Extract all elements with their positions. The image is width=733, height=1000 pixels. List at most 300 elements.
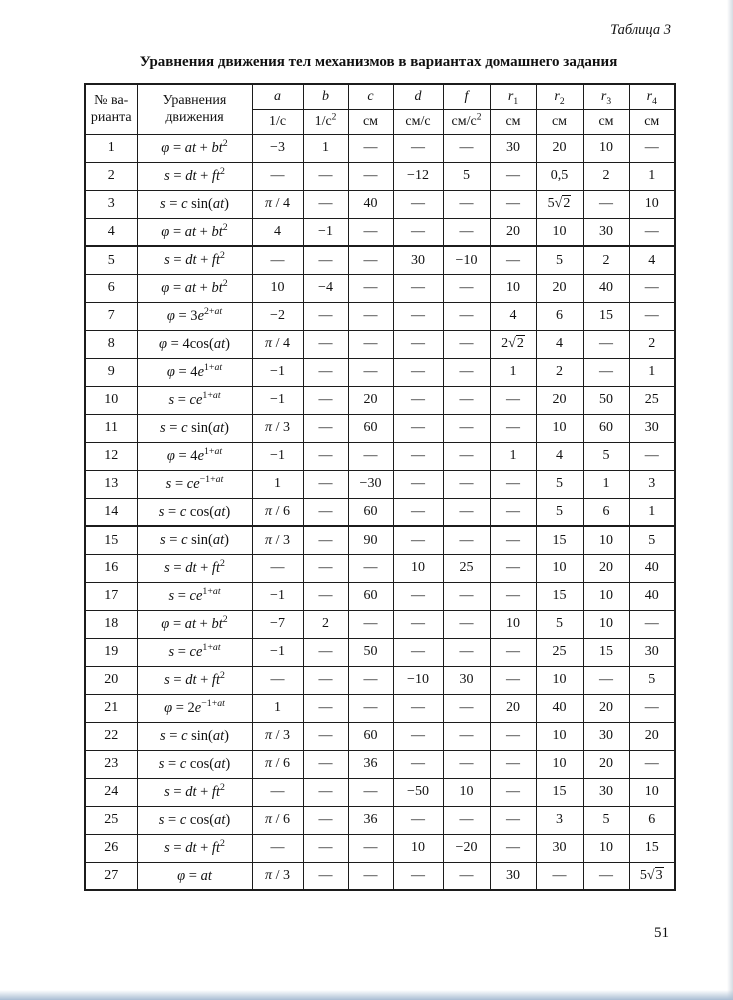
equation-cell: $s = ce^{1+at}$ xyxy=(137,386,252,414)
value-cell: 25 xyxy=(629,386,675,414)
value-cell: −1 xyxy=(252,582,303,610)
equation-cell: s = c cos(at) xyxy=(137,750,252,778)
variant-number: 18 xyxy=(85,610,137,638)
value-cell: — xyxy=(443,330,490,358)
value-cell: — xyxy=(303,470,348,498)
variant-number: 12 xyxy=(85,442,137,470)
value-cell: π / 3 xyxy=(252,526,303,554)
variant-number: 7 xyxy=(85,302,137,330)
equation-cell: $s = ce^{1+at}$ xyxy=(137,638,252,666)
value-cell: 40 xyxy=(583,274,629,302)
value-cell: 1 xyxy=(583,470,629,498)
value-cell: — xyxy=(490,750,536,778)
value-cell: 60 xyxy=(348,414,393,442)
value-cell: — xyxy=(443,694,490,722)
value-cell: 4 xyxy=(252,218,303,246)
value-cell: 20 xyxy=(583,554,629,582)
value-cell: — xyxy=(583,862,629,890)
value-cell: — xyxy=(303,498,348,526)
value-cell: 1 xyxy=(490,442,536,470)
value-cell: 30 xyxy=(583,218,629,246)
column-header-r1: $r_1$ xyxy=(490,84,536,109)
value-cell: — xyxy=(443,498,490,526)
value-cell: — xyxy=(303,806,348,834)
variant-number: 8 xyxy=(85,330,137,358)
value-cell: — xyxy=(303,414,348,442)
value-cell: 30 xyxy=(629,638,675,666)
table-row xyxy=(85,218,675,246)
value-cell: 40 xyxy=(348,190,393,218)
variant-number: 14 xyxy=(85,498,137,526)
value-cell: — xyxy=(393,638,443,666)
variant-number: 6 xyxy=(85,274,137,302)
table-row xyxy=(85,834,675,862)
value-cell: 20 xyxy=(583,694,629,722)
value-cell: 2√2 xyxy=(490,330,536,358)
value-cell: — xyxy=(303,778,348,806)
value-cell: — xyxy=(393,610,443,638)
value-cell: 30 xyxy=(629,414,675,442)
value-cell: 30 xyxy=(490,862,536,890)
variants-table xyxy=(84,83,676,891)
value-cell: — xyxy=(303,554,348,582)
equation-cell: $\varphi = 4e^{1+at}$ xyxy=(137,442,252,470)
value-cell: — xyxy=(303,666,348,694)
value-cell: −1 xyxy=(252,386,303,414)
equation-cell: s = dt + $ft^2$ xyxy=(137,834,252,862)
value-cell: 10 xyxy=(393,834,443,862)
column-header-r3: $r_3$ xyxy=(583,84,629,109)
value-cell: −2 xyxy=(252,302,303,330)
column-header-eq: Уравнения движения xyxy=(137,84,252,134)
value-cell: — xyxy=(393,750,443,778)
variant-number: 26 xyxy=(85,834,137,862)
value-cell: — xyxy=(629,302,675,330)
header-row-labels xyxy=(85,84,675,109)
column-unit-c: см xyxy=(348,109,393,134)
value-cell: 15 xyxy=(583,302,629,330)
value-cell: 1 xyxy=(252,694,303,722)
value-cell: 60 xyxy=(348,722,393,750)
value-cell: π / 6 xyxy=(252,498,303,526)
value-cell: — xyxy=(393,134,443,162)
value-cell: — xyxy=(629,610,675,638)
variant-number: 23 xyxy=(85,750,137,778)
value-cell: 5 xyxy=(583,806,629,834)
value-cell: — xyxy=(393,722,443,750)
sqrt-expression: √3 xyxy=(646,868,663,883)
variant-number: 15 xyxy=(85,526,137,554)
value-cell: π / 6 xyxy=(252,750,303,778)
value-cell: — xyxy=(490,162,536,190)
value-cell: — xyxy=(348,778,393,806)
value-cell: — xyxy=(348,246,393,274)
value-cell: — xyxy=(303,750,348,778)
equation-cell: φ = at + $bt^2$ xyxy=(137,134,252,162)
value-cell: 1 xyxy=(629,358,675,386)
value-cell: 36 xyxy=(348,750,393,778)
value-cell: — xyxy=(348,554,393,582)
value-cell: 2 xyxy=(583,246,629,274)
value-cell: 20 xyxy=(536,386,583,414)
table-row xyxy=(85,414,675,442)
column-header-c: c xyxy=(348,84,393,109)
value-cell: 1 xyxy=(629,162,675,190)
variant-number: 10 xyxy=(85,386,137,414)
scan-edge-bottom xyxy=(0,990,733,1000)
equation-cell: s = c sin(at) xyxy=(137,526,252,554)
table-row xyxy=(85,638,675,666)
value-cell: 10 xyxy=(443,778,490,806)
value-cell: — xyxy=(252,834,303,862)
value-cell: — xyxy=(490,190,536,218)
equation-cell: $s = ce^{1+at}$ xyxy=(137,582,252,610)
value-cell: — xyxy=(629,750,675,778)
table-caption: Таблица 3 xyxy=(610,22,671,38)
value-cell: — xyxy=(443,358,490,386)
value-cell: — xyxy=(252,554,303,582)
value-cell: −7 xyxy=(252,610,303,638)
value-cell: — xyxy=(303,246,348,274)
value-cell: — xyxy=(252,666,303,694)
value-cell: 0,5 xyxy=(536,162,583,190)
value-cell: — xyxy=(443,386,490,414)
equation-cell: φ = at + $bt^2$ xyxy=(137,274,252,302)
scan-edge-right xyxy=(727,0,733,1000)
value-cell: 25 xyxy=(536,638,583,666)
value-cell: 5 xyxy=(629,666,675,694)
column-unit-b: $1/с^2$ xyxy=(303,109,348,134)
value-cell: 2 xyxy=(536,358,583,386)
equation-cell: s = dt + $ft^2$ xyxy=(137,778,252,806)
value-cell: — xyxy=(629,694,675,722)
value-cell: 20 xyxy=(348,386,393,414)
value-cell: — xyxy=(348,442,393,470)
value-cell: — xyxy=(348,862,393,890)
value-cell: −4 xyxy=(303,274,348,302)
value-cell: — xyxy=(629,134,675,162)
value-cell: — xyxy=(393,694,443,722)
value-cell: — xyxy=(490,638,536,666)
value-cell: 20 xyxy=(490,218,536,246)
value-cell: 10 xyxy=(583,526,629,554)
sqrt-expression: √2 xyxy=(554,196,571,212)
value-cell: — xyxy=(393,582,443,610)
equation-cell: s = c cos(at) xyxy=(137,806,252,834)
value-cell: — xyxy=(303,162,348,190)
value-cell: 40 xyxy=(629,554,675,582)
table-row xyxy=(85,582,675,610)
value-cell: 10 xyxy=(583,834,629,862)
value-cell: — xyxy=(443,414,490,442)
value-cell: — xyxy=(252,162,303,190)
variant-number: 16 xyxy=(85,554,137,582)
table-row xyxy=(85,610,675,638)
column-header-d: d xyxy=(393,84,443,109)
table-row xyxy=(85,554,675,582)
table-row xyxy=(85,470,675,498)
variant-number: 9 xyxy=(85,358,137,386)
equation-cell: $\varphi = 3e^{2+at}$ xyxy=(137,302,252,330)
equation-cell: φ = 4cos(at) xyxy=(137,330,252,358)
value-cell: — xyxy=(443,274,490,302)
value-cell: −10 xyxy=(393,666,443,694)
table-row xyxy=(85,498,675,526)
value-cell: 30 xyxy=(393,246,443,274)
value-cell: — xyxy=(348,666,393,694)
value-cell: 30 xyxy=(490,134,536,162)
value-cell: — xyxy=(393,470,443,498)
value-cell: — xyxy=(303,834,348,862)
value-cell: — xyxy=(490,778,536,806)
value-cell: — xyxy=(393,274,443,302)
value-cell: — xyxy=(393,526,443,554)
value-cell: 10 xyxy=(583,582,629,610)
variant-number: 27 xyxy=(85,862,137,890)
variant-number: 17 xyxy=(85,582,137,610)
value-cell: π / 4 xyxy=(252,190,303,218)
value-cell: 15 xyxy=(536,526,583,554)
table-row xyxy=(85,246,675,274)
value-cell: — xyxy=(393,330,443,358)
value-cell: — xyxy=(348,694,393,722)
value-cell: −12 xyxy=(393,162,443,190)
value-cell: 10 xyxy=(536,666,583,694)
value-cell: — xyxy=(393,498,443,526)
value-cell: — xyxy=(490,666,536,694)
value-cell: 6 xyxy=(629,806,675,834)
value-cell: 40 xyxy=(629,582,675,610)
equation-cell: $\varphi = 2e^{-1+at}$ xyxy=(137,694,252,722)
value-cell: — xyxy=(443,302,490,330)
value-cell: — xyxy=(348,134,393,162)
value-cell: — xyxy=(443,442,490,470)
value-cell: −1 xyxy=(252,442,303,470)
value-cell: 10 xyxy=(536,218,583,246)
value-cell: −1 xyxy=(303,218,348,246)
value-cell: — xyxy=(443,722,490,750)
value-cell: — xyxy=(303,722,348,750)
value-cell: 10 xyxy=(536,722,583,750)
value-cell: 10 xyxy=(629,190,675,218)
value-cell: — xyxy=(629,274,675,302)
value-cell: 60 xyxy=(348,498,393,526)
value-cell: −20 xyxy=(443,834,490,862)
value-cell: — xyxy=(490,806,536,834)
table-row xyxy=(85,358,675,386)
value-cell: 4 xyxy=(536,330,583,358)
value-cell: 15 xyxy=(536,778,583,806)
variant-number: 24 xyxy=(85,778,137,806)
value-cell: 5 xyxy=(629,526,675,554)
value-cell: 1 xyxy=(252,470,303,498)
value-cell: −3 xyxy=(252,134,303,162)
table-title: Уравнения движения тел механизмов в вариантах домашнего задания xyxy=(139,54,618,70)
equation-cell: φ = at xyxy=(137,862,252,890)
equation-cell: $\varphi = 4e^{1+at}$ xyxy=(137,358,252,386)
value-cell: — xyxy=(303,442,348,470)
value-cell: — xyxy=(393,218,443,246)
value-cell: π / 3 xyxy=(252,862,303,890)
value-cell: — xyxy=(348,358,393,386)
value-cell: 50 xyxy=(583,386,629,414)
sqrt-expression: √2 xyxy=(508,336,524,352)
value-cell: — xyxy=(303,862,348,890)
value-cell: — xyxy=(393,442,443,470)
value-cell: 30 xyxy=(583,778,629,806)
value-cell: — xyxy=(443,750,490,778)
value-cell: — xyxy=(490,246,536,274)
value-cell: 10 xyxy=(536,554,583,582)
value-cell: π / 3 xyxy=(252,722,303,750)
value-cell: — xyxy=(583,358,629,386)
value-cell: — xyxy=(252,778,303,806)
value-cell: — xyxy=(629,442,675,470)
table-body xyxy=(85,134,675,890)
value-cell: 10 xyxy=(583,134,629,162)
value-cell: 15 xyxy=(629,834,675,862)
value-cell: — xyxy=(303,302,348,330)
value-cell: 4 xyxy=(536,442,583,470)
variant-number: 2 xyxy=(85,162,137,190)
value-cell: 5 xyxy=(583,442,629,470)
value-cell: 40 xyxy=(536,694,583,722)
variant-number: 3 xyxy=(85,190,137,218)
value-cell: 2 xyxy=(629,330,675,358)
variant-number: 20 xyxy=(85,666,137,694)
value-cell: 3 xyxy=(536,806,583,834)
value-cell: — xyxy=(443,610,490,638)
value-cell: 20 xyxy=(629,722,675,750)
document-page xyxy=(84,22,673,891)
value-cell: 36 xyxy=(348,806,393,834)
table-row xyxy=(85,778,675,806)
column-header-a: a xyxy=(252,84,303,109)
value-cell: 6 xyxy=(583,498,629,526)
value-cell: 10 xyxy=(583,610,629,638)
variant-number: 25 xyxy=(85,806,137,834)
table-row xyxy=(85,722,675,750)
value-cell: 30 xyxy=(536,834,583,862)
value-cell: 15 xyxy=(583,638,629,666)
value-cell: — xyxy=(443,470,490,498)
value-cell: — xyxy=(629,218,675,246)
table-row xyxy=(85,162,675,190)
value-cell: 5√2 xyxy=(536,190,583,218)
value-cell: 5√3 xyxy=(629,862,675,890)
column-unit-f: $см/с^2$ xyxy=(443,109,490,134)
value-cell: — xyxy=(348,610,393,638)
value-cell: π / 6 xyxy=(252,806,303,834)
variant-number: 11 xyxy=(85,414,137,442)
value-cell: 30 xyxy=(583,722,629,750)
value-cell: 10 xyxy=(393,554,443,582)
value-cell: 10 xyxy=(629,778,675,806)
equation-cell: s = c sin(at) xyxy=(137,414,252,442)
value-cell: 10 xyxy=(536,414,583,442)
value-cell: — xyxy=(303,330,348,358)
value-cell: 2 xyxy=(303,610,348,638)
table-row xyxy=(85,330,675,358)
value-cell: — xyxy=(393,414,443,442)
value-cell: 20 xyxy=(490,694,536,722)
value-cell: — xyxy=(583,666,629,694)
value-cell: — xyxy=(393,806,443,834)
equation-cell: s = c cos(at) xyxy=(137,498,252,526)
table-row xyxy=(85,666,675,694)
column-unit-a: 1/с xyxy=(252,109,303,134)
value-cell: π / 3 xyxy=(252,414,303,442)
column-unit-r2: см xyxy=(536,109,583,134)
value-cell: — xyxy=(443,806,490,834)
equation-cell: s = dt + $ft^2$ xyxy=(137,162,252,190)
value-cell: 4 xyxy=(490,302,536,330)
value-cell: — xyxy=(303,526,348,554)
value-cell: — xyxy=(303,190,348,218)
value-cell: 5 xyxy=(536,498,583,526)
value-cell: — xyxy=(490,722,536,750)
value-cell: — xyxy=(303,694,348,722)
value-cell: — xyxy=(303,582,348,610)
value-cell: — xyxy=(393,302,443,330)
value-cell: — xyxy=(393,358,443,386)
value-cell: — xyxy=(443,862,490,890)
equation-cell: s = dt + $ft^2$ xyxy=(137,554,252,582)
value-cell: −30 xyxy=(348,470,393,498)
equation-cell: s = c sin(at) xyxy=(137,722,252,750)
value-cell: 10 xyxy=(252,274,303,302)
value-cell: −10 xyxy=(443,246,490,274)
value-cell: — xyxy=(490,582,536,610)
variant-number: 22 xyxy=(85,722,137,750)
value-cell: 60 xyxy=(348,582,393,610)
equation-cell: s = c sin(at) xyxy=(137,190,252,218)
table-row xyxy=(85,274,675,302)
page-number: 51 xyxy=(654,925,669,941)
column-unit-d: см/с xyxy=(393,109,443,134)
table-row xyxy=(85,190,675,218)
value-cell: 25 xyxy=(443,554,490,582)
value-cell: — xyxy=(443,638,490,666)
variant-number: 5 xyxy=(85,246,137,274)
equation-cell: $s = ce^{-1+at}$ xyxy=(137,470,252,498)
value-cell: 4 xyxy=(629,246,675,274)
table-row xyxy=(85,302,675,330)
value-cell: — xyxy=(443,218,490,246)
value-cell: 20 xyxy=(536,274,583,302)
column-unit-r3: см xyxy=(583,109,629,134)
value-cell: 50 xyxy=(348,638,393,666)
value-cell: — xyxy=(252,246,303,274)
value-cell: — xyxy=(393,862,443,890)
value-cell: 5 xyxy=(536,610,583,638)
value-cell: — xyxy=(348,162,393,190)
value-cell: — xyxy=(490,526,536,554)
equation-cell: s = dt + $ft^2$ xyxy=(137,666,252,694)
column-unit-r1: см xyxy=(490,109,536,134)
value-cell: — xyxy=(443,582,490,610)
equation-cell: φ = at + $bt^2$ xyxy=(137,610,252,638)
equation-cell: φ = at + $bt^2$ xyxy=(137,218,252,246)
variant-number: 1 xyxy=(85,134,137,162)
table-row xyxy=(85,134,675,162)
value-cell: — xyxy=(348,330,393,358)
value-cell: — xyxy=(490,470,536,498)
column-header-f: f xyxy=(443,84,490,109)
value-cell: 90 xyxy=(348,526,393,554)
value-cell: — xyxy=(490,414,536,442)
value-cell: 3 xyxy=(629,470,675,498)
